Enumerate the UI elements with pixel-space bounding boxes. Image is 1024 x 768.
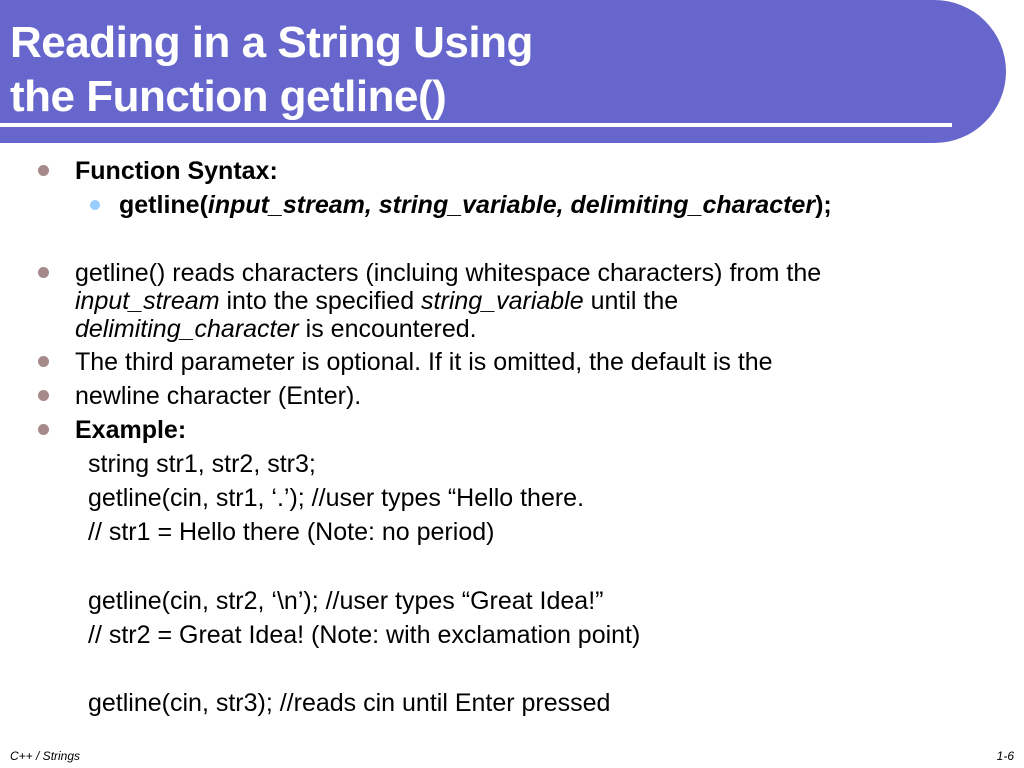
slide-title-line2: the Function getline(): [10, 72, 447, 121]
code-line: getline(cin, str2, ‘\n’); //user types “Great Idea!”: [88, 587, 604, 615]
bullet-dot: [38, 424, 49, 435]
syntax-call-prefix: getline(: [119, 191, 208, 219]
code-line: string str1, str2, str3;: [88, 450, 316, 478]
code-line: getline(cin, str1, ‘.’); //user types “Hello there.: [88, 484, 585, 512]
slide-title-line1: Reading in a String Using: [10, 18, 533, 67]
string-variable-term: string_variable: [421, 287, 584, 315]
bullet-dot: [38, 356, 49, 367]
footer-course-label: C++ / Strings: [10, 749, 81, 763]
reads-line-2-text-a: into the specified: [219, 287, 422, 315]
reads-line-3: [75, 314, 477, 344]
footer-page-number: 1-6: [996, 749, 1014, 763]
bullet-dot: [38, 165, 49, 176]
delimiting-character-term: delimiting_character: [75, 315, 299, 343]
reads-line-1: getline() reads characters (incluing whitespace characters) from the: [75, 259, 822, 287]
reads-line-2: [75, 286, 678, 316]
code-comment-line: // str2 = Great Idea! (Note: with exclamation point): [88, 621, 641, 649]
syntax-call-suffix: );: [815, 191, 832, 219]
syntax-heading: Function Syntax:: [75, 157, 278, 185]
bullet-dot: [38, 267, 49, 278]
reads-line-3-text: is encountered.: [298, 315, 477, 343]
input-stream-term: input_stream: [75, 287, 220, 315]
reads-line-2-text-b: until the: [583, 287, 679, 315]
syntax-call-args: input_stream, string_variable, delimiting_character: [207, 191, 816, 219]
sub-bullet-dot: [90, 200, 100, 210]
newline-text: newline character (Enter).: [75, 382, 362, 410]
example-heading: Example:: [75, 416, 187, 444]
syntax-signature: [119, 190, 832, 220]
code-comment-line: // str1 = Hello there (Note: no period): [88, 518, 495, 546]
optional-parameter-text: The third parameter is optional. If it is omitted, the default is the: [75, 348, 773, 376]
code-line: getline(cin, str3); //reads cin until Enter pressed: [88, 689, 611, 717]
bullet-dot: [38, 390, 49, 401]
